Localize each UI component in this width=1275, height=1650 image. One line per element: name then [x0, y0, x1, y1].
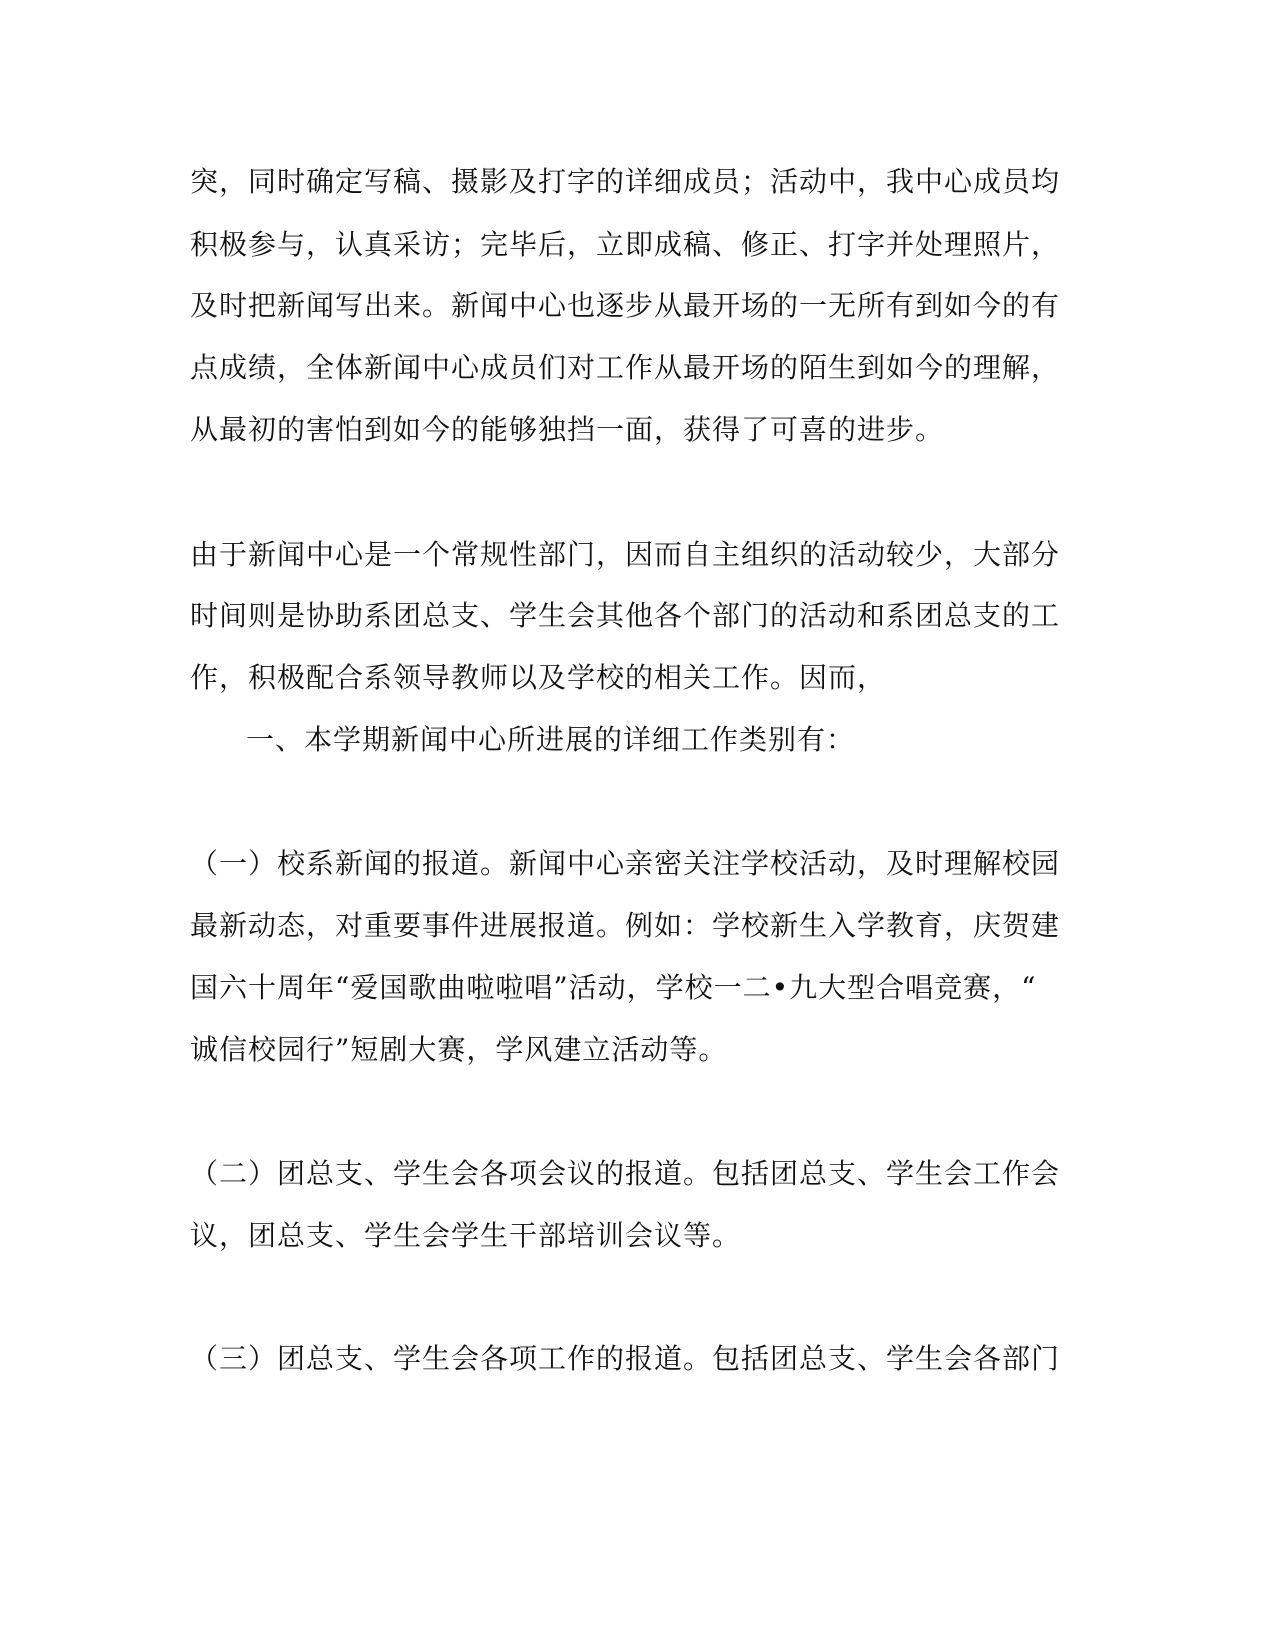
- text-line: 及时把新闻写出来。新闻中心也逐步从最开场的一无所有到如今的有: [190, 289, 1061, 322]
- text-line: 议，团总支、学生会学生干部培训会议等。: [190, 1219, 742, 1252]
- text-line: 从最初的害怕到如今的能够独挡一面，获得了可喜的进步。: [190, 413, 945, 446]
- text-line: 时间则是协助系团总支、学生会其他各个部门的活动和系团总支的工: [190, 599, 1061, 632]
- text-line: （二）团总支、学生会各项会议的报道。包括团总支、学生会工作会: [190, 1157, 1061, 1190]
- text-line: （三）团总支、学生会各项工作的报道。包括团总支、学生会各部门: [190, 1342, 1061, 1375]
- text-line: 作，积极配合系领导教师以及学校的相关工作。因而，: [190, 661, 887, 694]
- text-line: 由于新闻中心是一个常规性部门，因而自主组织的活动较少，大部分: [190, 538, 1061, 571]
- text-line: 突，同时确定写稿、摄影及打字的详细成员；活动中，我中心成员均: [190, 165, 1061, 198]
- text-line: 国六十周年“爱国歌曲啦啦唱”活动，学校一二•九大型合唱竞赛，“: [190, 971, 1037, 1004]
- text-line: 诚信校园行”短剧大赛，学风建立活动等。: [190, 1033, 728, 1066]
- text-line: 点成绩，全体新闻中心成员们对工作从最开场的陌生到如今的理解，: [190, 351, 1061, 384]
- text-line: 一、本学期新闻中心所进展的详细工作类别有：: [246, 723, 856, 756]
- text-line: （一）校系新闻的报道。新闻中心亲密关注学校活动，及时理解校园: [190, 847, 1061, 880]
- text-line: 最新动态，对重要事件进展报道。例如：学校新生入学教育，庆贺建: [190, 909, 1061, 942]
- text-line: 积极参与，认真采访；完毕后，立即成稿、修正、打字并处理照片，: [190, 228, 1061, 261]
